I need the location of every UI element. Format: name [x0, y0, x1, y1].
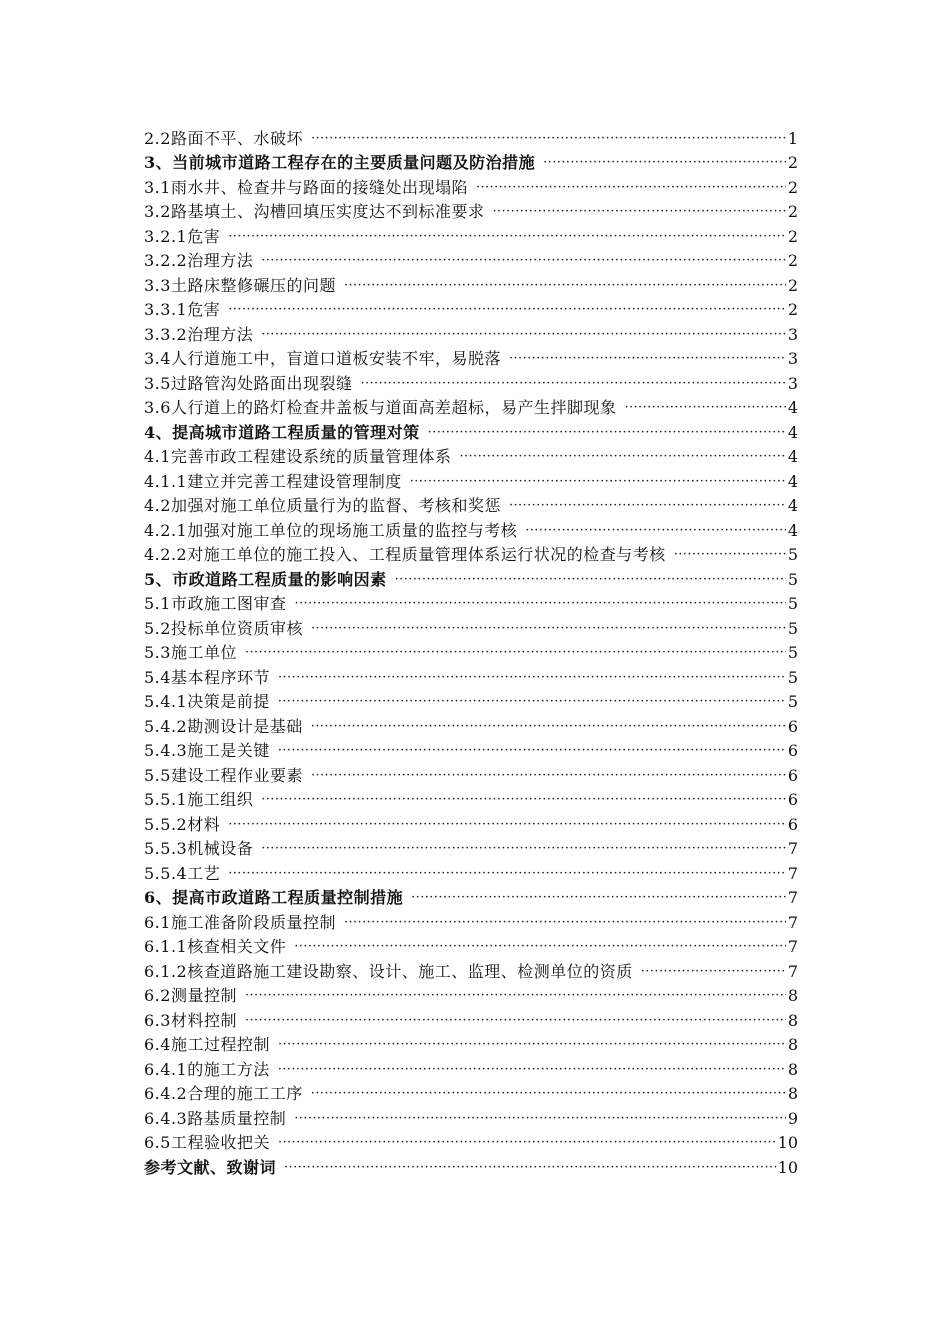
toc-entry-title: 3.2.1危害 — [144, 226, 221, 246]
toc-entry-title: 4.2.1加强对施工单位的现场施工质量的监控与考核 — [144, 520, 518, 540]
table-of-contents — [144, 124, 798, 1178]
toc-entry-title: 6.1施工准备阶段质量控制 — [144, 912, 336, 932]
toc-entry[interactable] — [144, 198, 798, 223]
toc-entry-title: 参考文献、致谢词 — [144, 1157, 277, 1177]
toc-entry[interactable] — [144, 369, 798, 394]
toc-chapter-entry[interactable] — [144, 884, 798, 909]
toc-entry-title: 5.5.1施工组织 — [144, 790, 254, 809]
toc-entry[interactable] — [144, 810, 798, 835]
toc-page-number: 5 — [787, 569, 798, 589]
toc-dot-leader — [674, 545, 786, 565]
toc-dot-leader — [344, 276, 786, 296]
toc-entry-title: 5.4.3施工是关键 — [144, 741, 270, 760]
toc-entry-title: 5.5.3机械设备 — [144, 839, 254, 858]
toc-page-number: 3 — [787, 373, 798, 393]
toc-dot-leader — [428, 423, 786, 443]
toc-entry-title: 5.4.1决策是前提 — [144, 692, 270, 711]
toc-page-number: 6 — [787, 741, 798, 760]
toc-entry-title: 5.3施工单位 — [144, 643, 237, 662]
toc-entry[interactable] — [144, 1006, 798, 1031]
toc-entry[interactable] — [144, 124, 798, 149]
toc-dot-leader — [228, 815, 786, 835]
toc-page-number: 2 — [787, 202, 798, 221]
toc-dot-leader — [294, 594, 785, 614]
toc-page-number: 5 — [787, 618, 798, 638]
toc-entry-title: 4.1.1建立并完善工程建设管理制度 — [144, 471, 402, 491]
toc-page-number: 6 — [787, 814, 798, 834]
toc-entry-title: 4.2加强对施工单位质量行为的监督、考核和奖惩 — [144, 496, 501, 515]
toc-page-number: 8 — [787, 1035, 798, 1054]
toc-entry[interactable] — [144, 345, 798, 370]
toc-entry[interactable] — [144, 957, 798, 982]
toc-entry[interactable] — [144, 516, 798, 541]
toc-dot-leader — [294, 1109, 786, 1129]
toc-page-number: 8 — [787, 1084, 798, 1103]
toc-entry[interactable] — [144, 712, 798, 737]
toc-entry-title: 5.1市政施工图审查 — [144, 594, 287, 613]
toc-entry-title: 6.1.2核查道路施工建设勘察、设计、施工、监理、检测单位的资质 — [144, 961, 633, 981]
toc-dot-leader — [245, 1011, 786, 1031]
toc-page-number: 3 — [787, 349, 798, 368]
toc-entry-title: 3.2路基填土、沟槽回填压实度达不到标准要求 — [144, 202, 485, 221]
toc-entry-title: 4.1完善市政工程建设系统的质量管理体系 — [144, 447, 452, 466]
toc-entry[interactable] — [144, 1080, 798, 1105]
toc-page-number: 2 — [787, 177, 798, 197]
toc-dot-leader — [543, 153, 786, 173]
toc-page-number: 5 — [787, 643, 798, 662]
toc-page-number: 8 — [787, 986, 798, 1005]
toc-dot-leader — [278, 1035, 786, 1055]
toc-chapter-entry[interactable] — [144, 149, 798, 174]
toc-dot-leader — [245, 643, 786, 663]
toc-dot-leader — [492, 202, 785, 222]
toc-page-number: 4 — [787, 496, 798, 515]
toc-page-number: 4 — [787, 471, 798, 491]
toc-entry-title: 5.5建设工程作业要素 — [144, 765, 303, 785]
toc-entry[interactable] — [144, 1104, 798, 1129]
toc-page-number: 7 — [787, 937, 798, 956]
toc-page-number: 3 — [787, 324, 798, 344]
toc-entry[interactable] — [144, 394, 798, 419]
toc-page-number: 5 — [787, 594, 798, 613]
toc-dot-leader — [261, 251, 786, 271]
toc-entry[interactable] — [144, 737, 798, 762]
toc-dot-leader — [410, 472, 786, 492]
toc-entry[interactable] — [144, 1129, 798, 1154]
toc-entry[interactable] — [144, 1055, 798, 1080]
toc-entry[interactable] — [144, 786, 798, 811]
toc-page-number: 2 — [787, 226, 798, 246]
toc-dot-leader — [641, 962, 786, 982]
toc-dot-leader — [476, 178, 786, 198]
toc-entry-title: 6.3材料控制 — [144, 1010, 237, 1030]
toc-dot-leader — [278, 692, 786, 712]
toc-entry-title: 3.6人行道上的路灯检查井盖板与道面高差超标，易产生拌脚现象 — [144, 398, 617, 417]
toc-page-number: 4 — [787, 398, 798, 417]
toc-page-number: 2 — [787, 153, 798, 172]
toc-entry-title: 5.5.4工艺 — [144, 863, 221, 883]
toc-page-number: 4 — [787, 520, 798, 540]
toc-entry-title: 6.5工程验收把关 — [144, 1133, 270, 1152]
toc-page-number: 10 — [777, 1133, 798, 1152]
toc-dot-leader — [261, 325, 786, 345]
toc-dot-leader — [344, 913, 786, 933]
toc-page-number: 4 — [787, 422, 798, 442]
toc-page-number: 8 — [787, 1010, 798, 1030]
toc-entry[interactable] — [144, 173, 798, 198]
toc-entry-title: 2.2路面不平、水破坏 — [144, 128, 303, 148]
toc-page-number: 4 — [787, 447, 798, 466]
toc-page-number: 1 — [787, 128, 798, 148]
toc-entry-title: 5.5.2材料 — [144, 814, 221, 834]
toc-page-number: 2 — [787, 275, 798, 295]
toc-dot-leader — [311, 717, 786, 737]
toc-entry[interactable] — [144, 614, 798, 639]
toc-dot-leader — [509, 496, 786, 516]
toc-entry-title: 6.4.1的施工方法 — [144, 1059, 270, 1079]
toc-dot-leader — [311, 1084, 786, 1104]
toc-entry-title: 3.3.2治理方法 — [144, 324, 254, 344]
toc-entry-title: 6.4施工过程控制 — [144, 1035, 270, 1054]
toc-chapter-entry[interactable] — [144, 1153, 798, 1178]
toc-entry[interactable] — [144, 663, 798, 688]
toc-dot-leader — [311, 129, 786, 149]
toc-entry-title: 5.4.2勘测设计是基础 — [144, 716, 303, 736]
toc-page-number: 5 — [787, 545, 798, 564]
toc-entry-title: 6、提高市政道路工程质量控制措施 — [144, 888, 404, 907]
toc-dot-leader — [278, 1060, 786, 1080]
toc-dot-leader — [278, 741, 786, 761]
toc-dot-leader — [228, 864, 786, 884]
toc-page-number: 6 — [787, 716, 798, 736]
toc-entry[interactable] — [144, 1031, 798, 1056]
toc-dot-leader — [245, 986, 786, 1006]
toc-entry[interactable] — [144, 247, 798, 272]
toc-entry[interactable] — [144, 982, 798, 1007]
toc-entry-title: 4、提高城市道路工程质量的管理对策 — [144, 422, 420, 442]
toc-entry-title: 5、市政道路工程质量的影响因素 — [144, 569, 387, 589]
toc-entry[interactable] — [144, 639, 798, 664]
toc-dot-leader — [624, 398, 785, 418]
toc-dot-leader — [228, 300, 786, 320]
toc-entry[interactable] — [144, 320, 798, 345]
toc-page-number: 10 — [777, 1157, 798, 1177]
toc-entry-title: 5.4基本程序环节 — [144, 667, 270, 687]
toc-entry[interactable] — [144, 688, 798, 713]
toc-entry-title: 6.2测量控制 — [144, 986, 237, 1005]
toc-entry-title: 6.1.1核查相关文件 — [144, 937, 287, 956]
toc-entry-title: 3.5过路管沟处路面出现裂缝 — [144, 373, 353, 393]
toc-entry[interactable] — [144, 222, 798, 247]
toc-chapter-entry[interactable] — [144, 418, 798, 443]
toc-page-number: 7 — [787, 839, 798, 858]
toc-page-number: 7 — [787, 888, 798, 907]
toc-dot-leader — [284, 1158, 776, 1178]
toc-entry-title: 3.2.2治理方法 — [144, 251, 254, 270]
toc-dot-leader — [278, 1133, 776, 1153]
toc-dot-leader — [228, 227, 786, 247]
toc-entry-title: 3.3.1危害 — [144, 300, 221, 319]
toc-page-number: 2 — [787, 251, 798, 270]
toc-entry[interactable] — [144, 271, 798, 296]
toc-page-number: 2 — [787, 300, 798, 319]
toc-dot-leader — [360, 374, 785, 394]
toc-entry-title: 3.3土路床整修碾压的问题 — [144, 275, 336, 295]
toc-dot-leader — [261, 790, 786, 810]
toc-entry-title: 6.4.3路基质量控制 — [144, 1108, 287, 1128]
toc-dot-leader — [294, 937, 786, 957]
toc-entry[interactable] — [144, 492, 798, 517]
toc-page-number: 7 — [787, 863, 798, 883]
toc-page-number: 9 — [787, 1108, 798, 1128]
toc-page-number: 5 — [787, 667, 798, 687]
toc-page-number: 7 — [787, 912, 798, 932]
toc-entry[interactable] — [144, 541, 798, 566]
toc-dot-leader — [459, 447, 785, 467]
toc-entry[interactable] — [144, 835, 798, 860]
toc-entry[interactable] — [144, 908, 798, 933]
toc-page-number: 6 — [787, 790, 798, 809]
toc-dot-leader — [411, 888, 786, 908]
toc-dot-leader — [525, 521, 786, 541]
toc-chapter-entry[interactable] — [144, 565, 798, 590]
toc-entry-title: 3.1雨水井、检查井与路面的接缝处出现塌陷 — [144, 177, 468, 197]
toc-page-number: 6 — [787, 765, 798, 785]
toc-entry-title: 5.2投标单位资质审核 — [144, 618, 303, 638]
toc-entry[interactable] — [144, 296, 798, 321]
toc-entry-title: 3、当前城市道路工程存在的主要质量问题及防治措施 — [144, 153, 536, 172]
toc-page-number: 7 — [787, 961, 798, 981]
toc-entry[interactable] — [144, 933, 798, 958]
toc-entry-title: 4.2.2对施工单位的施工投入、工程质量管理体系运行状况的检查与考核 — [144, 545, 666, 564]
toc-dot-leader — [311, 766, 786, 786]
toc-page-number: 8 — [787, 1059, 798, 1079]
toc-dot-leader — [311, 619, 786, 639]
toc-entry[interactable] — [144, 443, 798, 468]
toc-dot-leader — [395, 570, 786, 590]
toc-entry[interactable] — [144, 590, 798, 615]
toc-page-number: 5 — [787, 692, 798, 711]
toc-dot-leader — [278, 668, 786, 688]
toc-dot-leader — [509, 349, 786, 369]
toc-entry[interactable] — [144, 467, 798, 492]
toc-entry[interactable] — [144, 859, 798, 884]
toc-entry-title: 6.4.2合理的施工工序 — [144, 1084, 303, 1103]
toc-entry-title: 3.4人行道施工中，盲道口道板安装不牢，易脱落 — [144, 349, 501, 368]
toc-entry[interactable] — [144, 761, 798, 786]
toc-dot-leader — [261, 839, 786, 859]
